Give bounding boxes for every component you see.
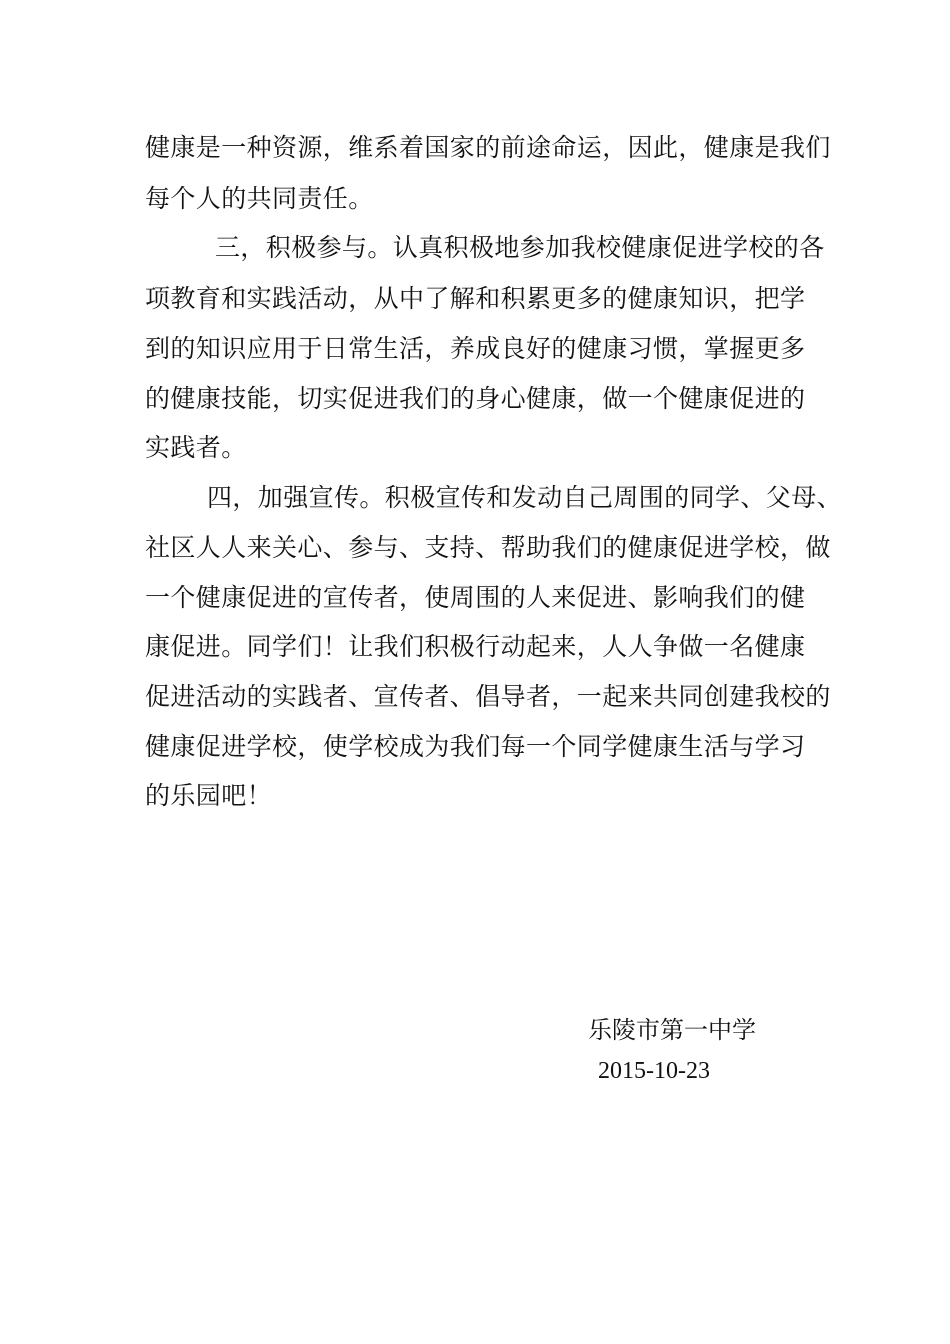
text-line: 促进活动的实践者、宣传者、倡导者，一起来共同创建我校的: [145, 682, 831, 711]
text-line: 的乐园吧！: [145, 781, 273, 810]
text-line: 健康促进学校，使学校成为我们每一个同学健康生活与学习: [145, 732, 806, 761]
paragraph-heading-publicity: 四，加强宣传。积极宣传和发动自己周围的同学、父母、: [207, 483, 843, 512]
text-line: 实践者。: [145, 433, 247, 462]
text-line: 到的知识应用于日常生活，养成良好的健康习惯，掌握更多: [145, 334, 806, 363]
text-line: 一个健康促进的宣传者，使周围的人来促进、影响我们的健: [145, 583, 806, 612]
text-line: 项教育和实践活动，从中了解和积累更多的健康知识，把学: [145, 284, 806, 313]
signature-date: 2015-10-23: [598, 1058, 710, 1084]
signature-organization: 乐陵市第一中学: [588, 1016, 756, 1044]
text-line: 每个人的共同责任。: [145, 184, 374, 213]
text-line: 的健康技能，切实促进我们的身心健康，做一个健康促进的: [145, 384, 806, 413]
text-line: 社区人人来关心、参与、支持、帮助我们的健康促进学校，做: [145, 533, 831, 562]
paragraph-heading-participate: 三，积极参与。认真积极地参加我校健康促进学校的各: [215, 233, 825, 262]
text-line: 康促进。同学们！让我们积极行动起来，人人争做一名健康: [145, 632, 806, 661]
text-line: 健康是一种资源，维系着国家的前途命运，因此，健康是我们: [145, 133, 831, 162]
